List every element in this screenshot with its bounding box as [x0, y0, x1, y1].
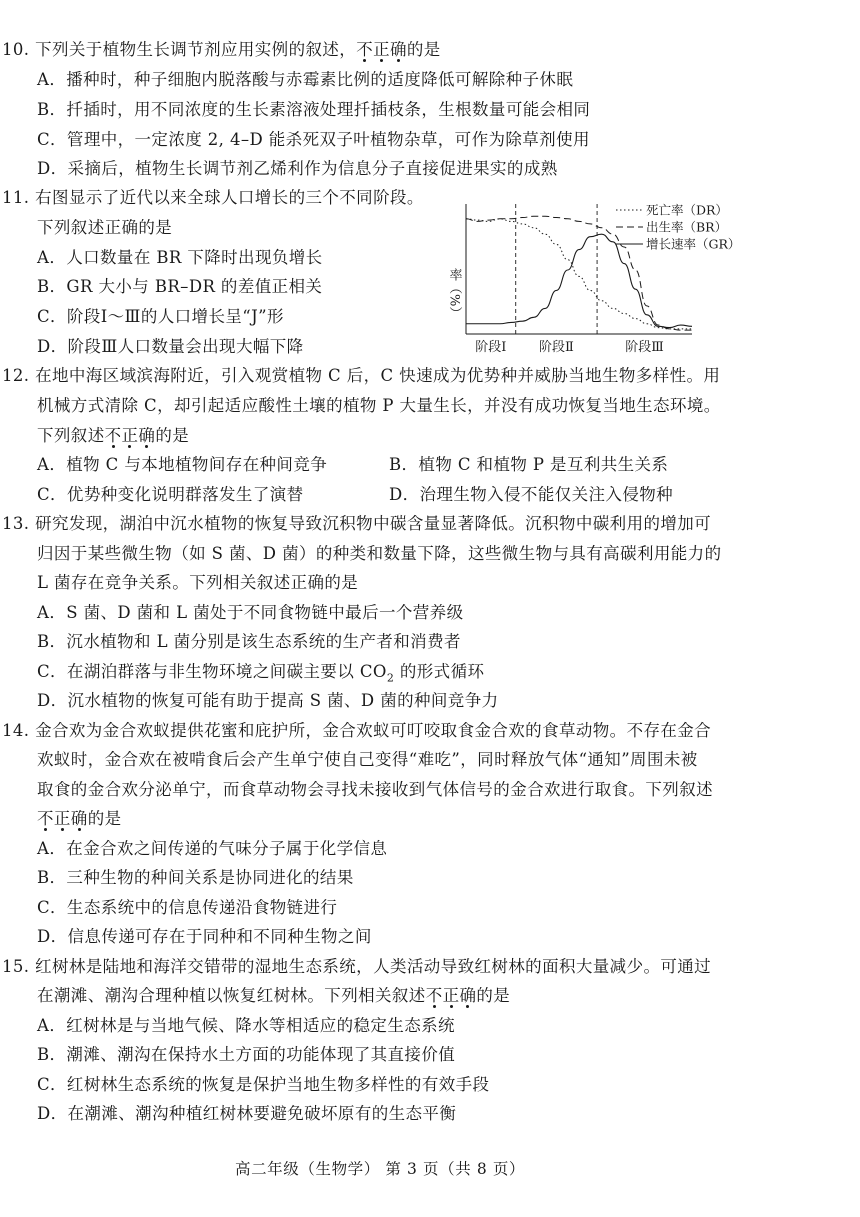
q14-stem: 14. 金合欢为金合欢蚁提供花蜜和庇护所，金合欢蚁可叮咬取食金合欢的食草动物。不存在金合 [2, 721, 712, 740]
q15-option-d: D．在潮滩、潮沟种植红树林要避免破坏原有的生态平衡 [37, 1104, 457, 1123]
q11-stem: 11. 右图显示了近代以来全球人口增长的三个不同阶段。 [2, 188, 424, 207]
q13-option-c-text: C．在湖泊群落与非生物环境之间碳主要以 CO [37, 662, 387, 681]
q13-option-b: B．沉水植物和 L 菌分别是该生态系统的生产者和消费者 [37, 632, 461, 651]
legend-label-3: 增长速率（GR） [646, 236, 741, 252]
q10-option-c: C．管理中，一定浓度 2, 4–D 能杀死双子叶植物杂草，可作为除草剂使用 [37, 130, 590, 149]
q13-option-c-end: 的形式循环 [394, 662, 485, 681]
q10-stem [2, 39, 441, 61]
q14-stem-end: 的是 [87, 809, 122, 828]
q13-option-a: A．S 菌、D 菌和 L 菌处于不同食物链中最后一个营养级 [37, 603, 464, 622]
q12-option-c: C．优势种变化说明群落发生了演替 [37, 485, 304, 504]
q15-stem-line2 [37, 985, 510, 1007]
y-axis-label: 率（%） [446, 268, 462, 320]
emphasis-dots [356, 40, 407, 59]
stage-label-2: 阶段Ⅱ [538, 340, 574, 355]
stage-label-3: 阶段Ⅲ [625, 340, 664, 355]
q15-option-a: A．红树林是与当地气候、降水等相适应的稳定生态系统 [37, 1016, 455, 1035]
q13-subscript: 2 [386, 671, 395, 685]
q14-emphasis: 不正确 [37, 809, 88, 828]
q12-option-a: A．植物 C 与本地植物间存在种间竞争 [37, 455, 328, 474]
q14-stem-line3: 取食的金合欢分泌单宁，而食草动物会寻找未接收到气体信号的金合欢进行取食。下列叙述 [37, 780, 713, 799]
q12-stem-line2: 机械方式清除 C，却引起适应酸性土壤的植物 P 大量生长，并没有成功恢复当地生态环境。 [37, 396, 721, 415]
q12-option-b: B．植物 C 和植物 P 是互利共生关系 [389, 455, 669, 474]
q13-option-c [37, 661, 484, 689]
population-growth-chart [440, 196, 760, 358]
series-line-1 [466, 219, 692, 329]
q10-emphasis: 不正确 [356, 40, 407, 59]
q15-option-b: B．潮滩、潮沟在保持水土方面的功能体现了其直接价值 [37, 1045, 456, 1064]
q15-option-c: C．红树林生态系统的恢复是保护当地生物多样性的有效手段 [37, 1075, 490, 1094]
q10-option-a: A．播种时，种子细胞内脱落酸与赤霉素比例的适度降低可解除种子休眠 [37, 70, 574, 89]
q15-stem-end: 的是 [476, 986, 511, 1005]
emphasis-dots [105, 426, 156, 445]
q10-option-b: B．扦插时，用不同浓度的生长素溶液处理扦插枝条，生根数量可能会相同 [37, 100, 591, 119]
q10-stem-end: 的是 [406, 40, 441, 59]
page-footer: 高二年级（生物学） 第 3 页（共 8 页） [234, 1160, 526, 1178]
q12-stem: 12. 在地中海区域滨海附近，引入观赏植物 C 后，C 快速成为优势种并威胁当地生物多样性。用 [2, 366, 721, 385]
stage-label-1: 阶段Ⅰ [475, 340, 507, 355]
q11-option-a: A．人口数量在 BR 下降时出现负增长 [37, 248, 323, 267]
q11-option-b: B．GR 大小与 BR–DR 的差值正相关 [37, 277, 323, 296]
q14-option-c: C．生态系统中的信息传递沿食物链进行 [37, 898, 338, 917]
q12-stem-text: 下列叙述 [37, 426, 105, 445]
q11-option-d: D．阶段Ⅲ人口数量会出现大幅下降 [37, 337, 304, 356]
q14-option-a: A．在金合欢之间传递的气味分子属于化学信息 [37, 839, 388, 858]
q14-option-b: B．三种生物的种间关系是协同进化的结果 [37, 868, 354, 887]
q15-stem: 15. 红树林是陆地和海洋交错带的湿地生态系统，人类活动导致红树林的面积大量减少。可通过 [2, 957, 712, 976]
q14-stem-line4 [37, 808, 122, 830]
q12-emphasis: 不正确 [104, 426, 156, 445]
emphasis-dots [37, 809, 88, 828]
q10-stem-text: 10. 下列关于植物生长调节剂应用实例的叙述， [2, 40, 357, 59]
q15-emphasis: 不正确 [425, 986, 477, 1005]
q15-stem-text: 在潮滩、潮沟合理种植以恢复红树林。下列相关叙述 [37, 986, 426, 1005]
q13-stem-line2: 归因于某些微生物（如 S 菌、D 菌）的种类和数量下降，这些微生物与具有高碳利用能力的 [37, 544, 722, 563]
q12-stem-end: 的是 [155, 426, 190, 445]
q13-option-d: D．沉水植物的恢复可能有助于提高 S 菌、D 菌的种间竞争力 [37, 691, 499, 710]
legend-label-2: 出生率（BR） [646, 219, 728, 235]
q11-stem-line2: 下列叙述正确的是 [37, 218, 173, 237]
q13-stem-line3: L 菌存在竞争关系。下列相关叙述正确的是 [37, 573, 359, 592]
legend-label-1: 死亡率（DR） [646, 202, 728, 218]
q12-stem-line3 [37, 425, 189, 447]
q10-option-d: D．采摘后，植物生长调节剂乙烯利作为信息分子直接促进果实的成熟 [37, 159, 558, 178]
q14-option-d: D．信息传递可存在于同种和不同种生物之间 [37, 927, 372, 946]
q13-stem: 13. 研究发现，湖泊中沉水植物的恢复导致沉积物中碳含量显著降低。沉积物中碳利用的增加可 [2, 514, 712, 533]
q11-option-c: C．阶段Ⅰ～Ⅲ的人口增长呈“J”形 [37, 307, 284, 326]
q14-stem-line2: 欢蚁时，金合欢在被啃食后会产生单宁使自己变得“难吃”，同时释放气体“通知”周围未被 [37, 750, 698, 769]
emphasis-dots [426, 986, 477, 1005]
q12-option-d: D．治理生物入侵不能仅关注入侵物种 [389, 485, 674, 504]
